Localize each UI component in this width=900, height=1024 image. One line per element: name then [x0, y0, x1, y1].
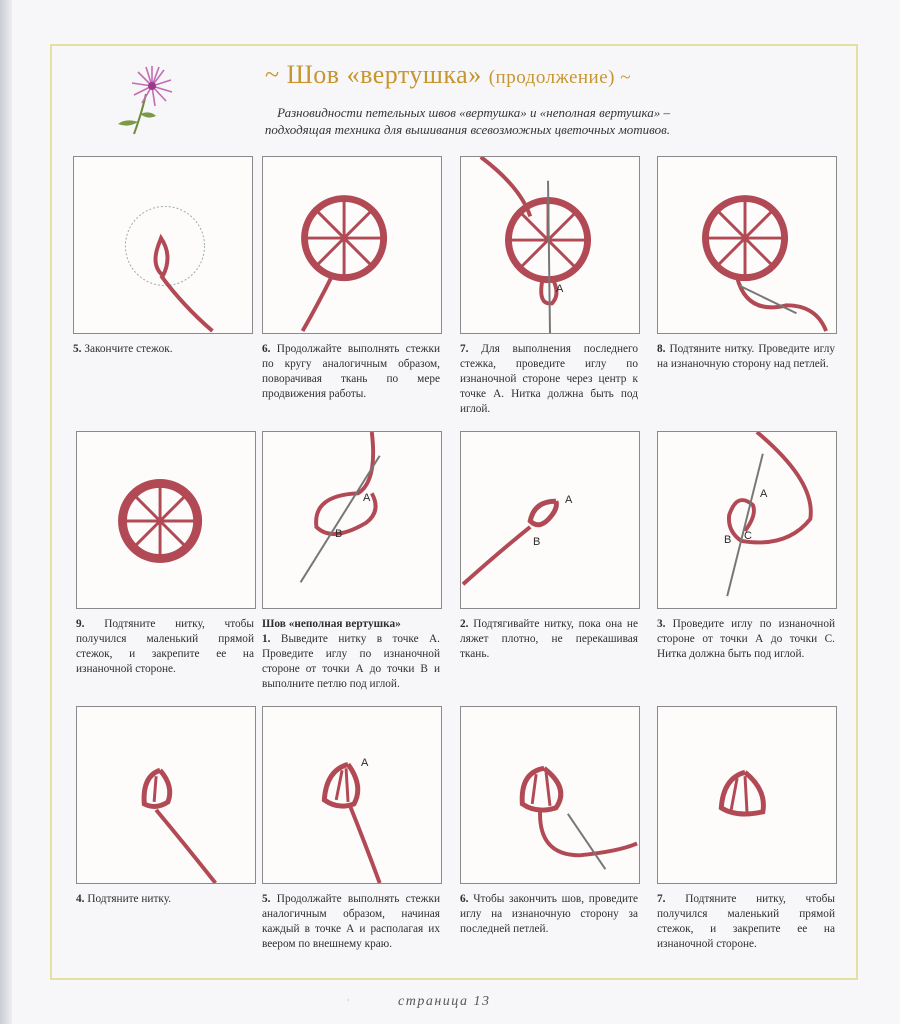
step-photo-11 [460, 706, 640, 884]
point-c-label: C [744, 530, 752, 542]
point-a-label: A [760, 488, 768, 500]
point-b-label: B [533, 536, 541, 548]
step-photo-3 [460, 156, 640, 334]
point-a-label: A [556, 283, 564, 295]
step-caption-11: 6. Чтобы закончить шов, проведите иглу на изнаночную сторону за последней петлей. [460, 893, 639, 935]
page-title: ~ Шов «вертушка» (продолжение) ~ [265, 60, 631, 89]
step-photo-6 [262, 431, 442, 609]
step-photo-1 [73, 156, 253, 334]
page-subtitle: Разновидности петельных швов «вертушка» и «неполная вертушка» – подходящая техника для вышивания всевозможных цветочных мотивов. [264, 105, 670, 137]
point-a-label: A [565, 494, 573, 506]
step-photo-12 [657, 706, 837, 884]
aster-flower-icon [108, 62, 188, 142]
step-photo-5 [76, 431, 256, 609]
step-photo-8 [657, 431, 837, 609]
footer-dot: · [347, 996, 350, 1005]
step-caption-12: 7. Подтяните нитку, чтобы получился маленький прямой стежок, и закрепите ее на изнаночной стороне. [657, 893, 835, 950]
step-caption-9: 4. Подтяните нитку. [76, 893, 172, 905]
step-photo-2 [262, 156, 442, 334]
step-caption-3: 7. Для выполнения последнего стежка, проведите иглу по изнаночной стороне через центр к точке А. Нитка должна быть под иглой. [460, 343, 638, 415]
step-caption-5: 9. Подтяните нитку, чтобы получился маленький прямой стежок, и закрепите ее на изнаночной стороне. [76, 618, 254, 675]
step-caption-2: 6. Продолжайте выполнять стежки по кругу аналогичным образом, поворачивая ткань по мере продвижения работы. [262, 343, 440, 400]
point-b-label: B [724, 534, 732, 546]
point-a-label: A [361, 757, 369, 769]
step-photo-7 [460, 431, 640, 609]
page-binding [0, 0, 12, 1024]
step-photo-4 [657, 156, 837, 334]
step-caption-10: 5. Продолжайте выполнять стежки аналогичным образом, начиная каждый в точке А и располагая их веером по внешнему краю. [262, 893, 440, 950]
step-caption-4: 8. Подтяните нитку. Проведите иглу на изнаночную сторону над петлей. [657, 343, 836, 370]
step-photo-10 [262, 706, 442, 884]
step-caption-6: Шов «неполная вертушка» 1. Выведите нитку в точке А. Проведите иглу по изнаночной стороне от точки А до точки В и выполните петлю под иглой. [262, 618, 441, 690]
step-caption-1: 5. Закончите стежок. [73, 343, 173, 355]
step-caption-8: 3. Проведите иглу по изнаночной стороне от точки А до точки С. Нитка должна быть под иглой. [657, 618, 836, 660]
step-photo-9 [76, 706, 256, 884]
page-number: страница 13 [398, 994, 491, 1009]
step-caption-7: 2. Подтягивайте нитку, пока она не ляжет плотно, не перекашивая ткань. [460, 618, 638, 660]
point-a-label: A [363, 492, 371, 504]
section-heading: Шов «неполная вертушка» [262, 618, 401, 630]
point-b-label: B [335, 528, 343, 540]
